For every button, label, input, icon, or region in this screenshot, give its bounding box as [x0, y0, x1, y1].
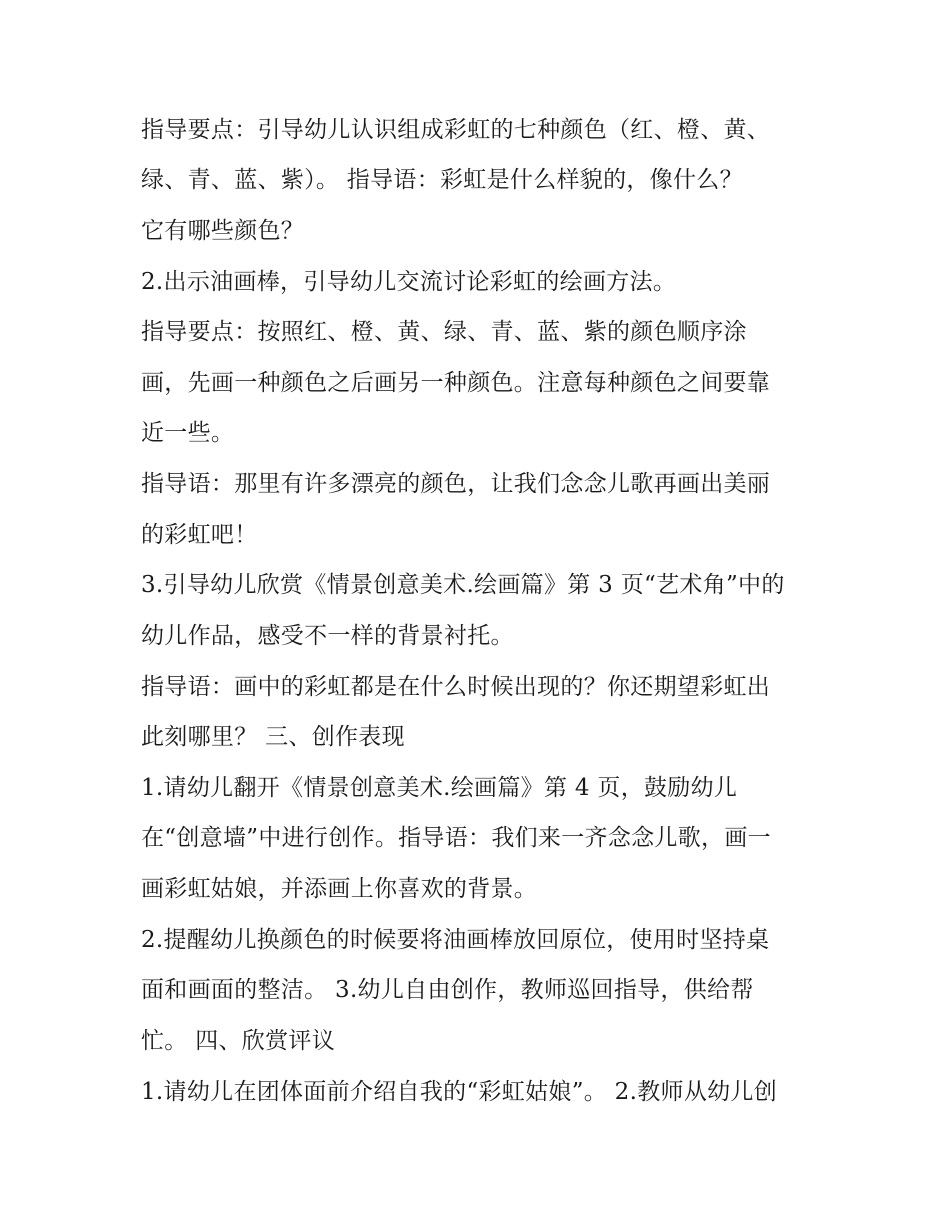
text-line-1: 指导要点：引导幼儿认识组成彩虹的七种颜色（红、橙、黄、 — [141, 117, 771, 143]
text-line-19: 忙。 四、欣赏评议 — [141, 1028, 336, 1054]
text-line-10: 3.引导幼儿欣赏《情景创意美术.绘画篇》第 3 页“艺术角”中的 — [141, 572, 785, 598]
text-line-15: 在“创意墙”中进行创作。指导语：我们来一齐念念儿歌，画一 — [141, 825, 771, 851]
text-line-16: 画彩虹姑娘，并添画上你喜欢的背景。 — [141, 876, 538, 902]
text-line-5: 指导要点：按照红、橙、黄、绿、青、蓝、紫的颜色顺序涂 — [141, 319, 747, 345]
text-line-20: 1.请幼儿在团体面前介绍自我的“彩虹姑娘”。 2.教师从幼儿创 — [141, 1079, 778, 1105]
text-line-2: 绿、青、蓝、紫）。 指导语：彩虹是什么样貌的，像什么？ — [141, 167, 743, 193]
text-line-18: 面和画面的整洁。 3.幼儿自由创作，教师巡回指导，供给帮 — [141, 977, 754, 1003]
text-line-6: 画，先画一种颜色之后画另一种颜色。注意每种颜色之间要靠 — [141, 370, 771, 396]
text-line-12: 指导语：画中的彩虹都是在什么时候出现的？你还期望彩虹出 — [141, 674, 771, 700]
text-line-9: 的彩虹吧！ — [141, 522, 258, 548]
text-line-8: 指导语：那里有许多漂亮的颜色，让我们念念儿歌再画出美丽 — [141, 471, 771, 497]
text-line-13: 此刻哪里？ 三、创作表现 — [141, 724, 405, 750]
text-line-4: 2.出示油画棒，引导幼儿交流讨论彩虹的绘画方法。 — [141, 269, 677, 295]
text-line-17: 2.提醒幼儿换颜色的时候要将油画棒放回原位，使用时坚持桌 — [141, 927, 770, 953]
text-line-14: 1.请幼儿翻开《情景创意美术.绘画篇》第 4 页，鼓励幼儿 — [141, 775, 738, 801]
text-line-7: 近一些。 — [141, 420, 235, 446]
text-line-3: 它有哪些颜色？ — [141, 218, 305, 244]
text-line-11: 幼儿作品，感受不一样的背景衬托。 — [141, 623, 514, 649]
